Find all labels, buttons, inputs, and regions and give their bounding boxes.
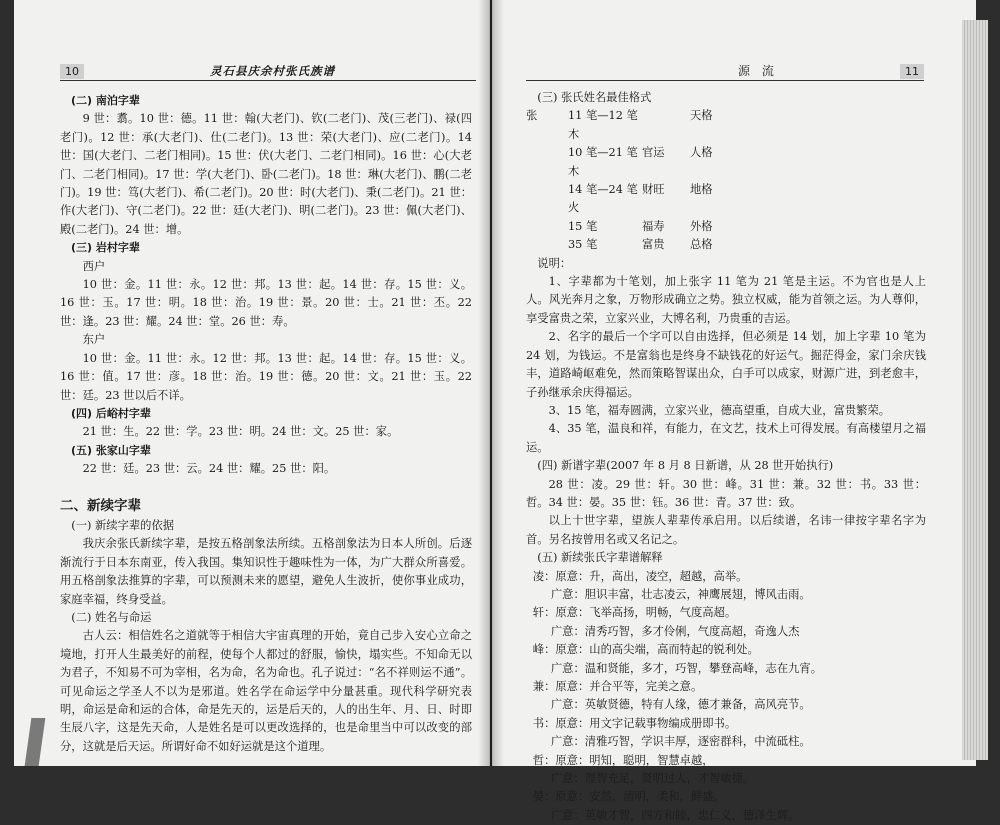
note-paragraph: 1、字辈都为十笔划，加上张字 11 笔为 21 笔是主运。不为官也是人上人。风光奔月之象，万物形成确立之势。独立权威，能为首领之运。为人尊仰，享受富贵之荣，立家兴业，大博名利，乃贵重的吉运。 (526, 275, 926, 325)
subheading-basis: (一) 新续字辈的依据 (71, 518, 175, 532)
section-heading-yancun: (三) 岩村字辈 (71, 241, 140, 255)
left-page (14, 0, 490, 766)
explanation-original: 兼：原意：并合平等，完美之意。 (532, 680, 703, 693)
format-row: 10 笔—21 笔 木 官运 人格 (568, 146, 713, 178)
explanation-extended: 广意：温和贤能，多才，巧智，攀登高峰，志在九宵。 (550, 661, 823, 675)
houyu-generations: 21 世：生。22 世：学。23 世：明。24 世：文。25 世：家。 (82, 425, 399, 439)
west-household-label: 西户 (82, 259, 106, 273)
right-page-body (526, 89, 926, 825)
east-household-generations: 10 世：金。11 世：永。12 世：邦。13 世：起。14 世：存。15 世：义。16 世：值。17 世：彦。18 世：治。19 世：德。20 世：文。21 世：玉。22 世：廷。23 世以后不详。 (60, 351, 472, 402)
zhangjiashan-generations: 22 世：廷。23 世：云。24 世：耀。25 世：阳。 (82, 462, 336, 476)
right-running-title: 源 流 (738, 64, 778, 78)
section-heading-houyu: (四) 后峪村字辈 (71, 406, 151, 420)
book-gutter-shadow (478, 0, 504, 766)
explanation-list (526, 568, 926, 825)
note-paragraph: 3、15 笔，福寿圆满，立家兴业，德高望重，自成大业，富贵繁荣。 (548, 403, 891, 417)
basis-paragraph: 我庆余张氏新续字辈，是按五格剖象法所续。五格剖象法为日本人所创。后逐渐流行于日本东南亚，传入我国。集知识性于趣味性为一体，为广大群众所喜爱。用五格剖象法推算的字辈，可以预测未来的愿望，避免人生波折，使你事业成功，家庭幸福，终身受益。 (60, 537, 472, 606)
nanbo-generations: 9 世：翥。10 世：德。11 世：翰(大老门)、钦(二老门)、茂(三老门)、禄(四老门)。12 世：承(大老门)、仕(二老门)。13 世：荣(大老门)、应(二老门)。14 世：国(大老门、二老门相同)。15 世：伏(大老门、二老门相同)。16 世：心(大老门、二老门相同)。17 世：学(大老门)、卧(二老门)。18 世：琳(大老门)、鹏(二老门)。19 世：笃(大老门)、希(二老门)。20 世：时(大老门)、秉(二老门)。21 世：作(大老门)、守(二老门)。22 世：廷(大老门)、明(二老门)。23 世：佩(大老门)、殿(二老门)。24 世：增。 (60, 112, 472, 236)
subheading-explanations: (五) 新续张氏字辈谱解释 (537, 551, 663, 565)
left-page-header (60, 64, 476, 81)
new-generations-list: 28 世：凌。29 世：轩。30 世：峰。31 世：兼。32 世：书。33 世：哲。34 世：晏。35 世：钰。36 世：青。37 世：致。 (526, 477, 926, 509)
explanation-original: 峰：原意：山的高尖端，高而特起的锐利处。 (532, 643, 759, 657)
format-row: 14 笔—24 笔 火 财旺 地格 (568, 183, 713, 215)
east-household-label: 东户 (82, 333, 106, 347)
left-page-body (60, 92, 472, 756)
explanation-original: 哲：原意：明知，聪明，智慧卓越， (532, 753, 714, 767)
format-row: 张 11 笔—12 笔 木 天格 (526, 109, 713, 141)
explanation-extended: 广意：胆识丰富，壮志凌云，神鹰展翅，博风击雨。 (550, 587, 811, 601)
note-paragraph: 2、名字的最后一个字可以自由选择，但必须是 14 划，加上字辈 10 笔为 24 划，为钱运。不是富翁也是终身不缺钱花的好运气。掘茫得金，家门余庆钱丰，道路崎岖难免，然而策略智谋出众，白手可以成家，财源广进，到老愈丰，子孙继承余庆得福运。 (526, 330, 926, 399)
new-generations-note: 以上十世字辈，望族人辈辈传承启用。以后续谱，名讳一律按字辈名字为首。另名按曾用名或又名记之。 (526, 514, 926, 546)
left-page-number: 10 (60, 64, 84, 79)
subheading-best-format: (三) 张氏姓名最佳格式 (537, 91, 652, 104)
explanation-label: 说明： (537, 256, 572, 270)
format-table (526, 107, 926, 254)
note-paragraph: 4、35 笔，温良和祥，有能力，在文艺，技术上可得发展。有高楼望月之福运。 (526, 422, 926, 454)
explanation-original: 轩：原意：飞举高扬，明畅，气度高超。 (532, 606, 737, 620)
explanation-original: 凌：原意：升，高出，凌空，超越，高举。 (532, 569, 748, 583)
explanation-original: 晏：原意：安然，清明，柔和，鲜盛。 (532, 790, 725, 804)
right-page-number: 11 (900, 64, 924, 79)
explanation-extended: 广意：理智充足，贤明过人，才智敏捷。 (550, 772, 755, 786)
west-household-generations: 10 世：金。11 世：永。12 世：邦。13 世：起。14 世：存。15 世：义。16 世：玉。17 世：明。18 世：治。19 世：景。20 世：士。21 世：丕。22 世：逢。23 世：耀。24 世：堂。26 世：寿。 (60, 278, 472, 328)
subheading-new-generations: (四) 新谱字辈(2007 年 8 月 8 日新谱，从 28 世开始执行) (537, 459, 834, 473)
explanation-extended: 广意：清秀巧智，多才伶俐，气度高超，奇逸人杰 (550, 624, 800, 638)
format-row: 35 笔 富贵 总格 (568, 238, 713, 252)
explanation-extended: 广意：英敏贤德，特有人缘，德才兼备，高风亮节。 (550, 698, 811, 712)
section-heading-zhangjiashan: (五) 张家山字辈 (71, 443, 151, 457)
subheading-name-and-fate: (二) 姓名与命运 (71, 610, 152, 624)
section-heading-nanbo: (二) 南泊字辈 (71, 94, 140, 107)
left-running-title: 灵石县庆余村张氏族谱 (210, 64, 335, 78)
name-and-fate-paragraph: 古人云：相信姓名之道就等于相信大宇宙真理的开始，竟自己步入安心立命之境地，打开人生最美好的前程，使每个人都过的舒服，愉快，塌实些。不知命无以为君子，不知易不可为宰相，名为命，名为命也。孔子说过：“名不祥则运不通”。可见命运之学圣人不以为是邪道。姓名学在命运学中分量甚重。现代科学研究表明，命运是命和运的合体，命是先天的，运是后天的，人的出生年、月、日、时即生辰八字，这是先天命，人是姓名是可以更改选择的，也是命里当中可以改变的部分，这就是后天运。所谓好命不如好运就是这个道理。 (60, 629, 472, 753)
explanation-original: 书：原意：用文字记载事物编成册即书。 (532, 716, 737, 730)
right-page (492, 0, 976, 822)
right-page-header (526, 64, 924, 81)
format-row: 15 笔 福寿 外格 (568, 219, 713, 233)
chapter-heading-new-generations: 二、新续字辈 (60, 497, 141, 514)
page-edges (962, 20, 988, 760)
explanation-extended: 广意：清雅巧智，学识丰厚，逐密群科，中流砥柱。 (550, 735, 811, 749)
explanation-extended: 广意：英敏才智，四方和睦，忠仁义，德泽生辉。 (550, 808, 800, 822)
